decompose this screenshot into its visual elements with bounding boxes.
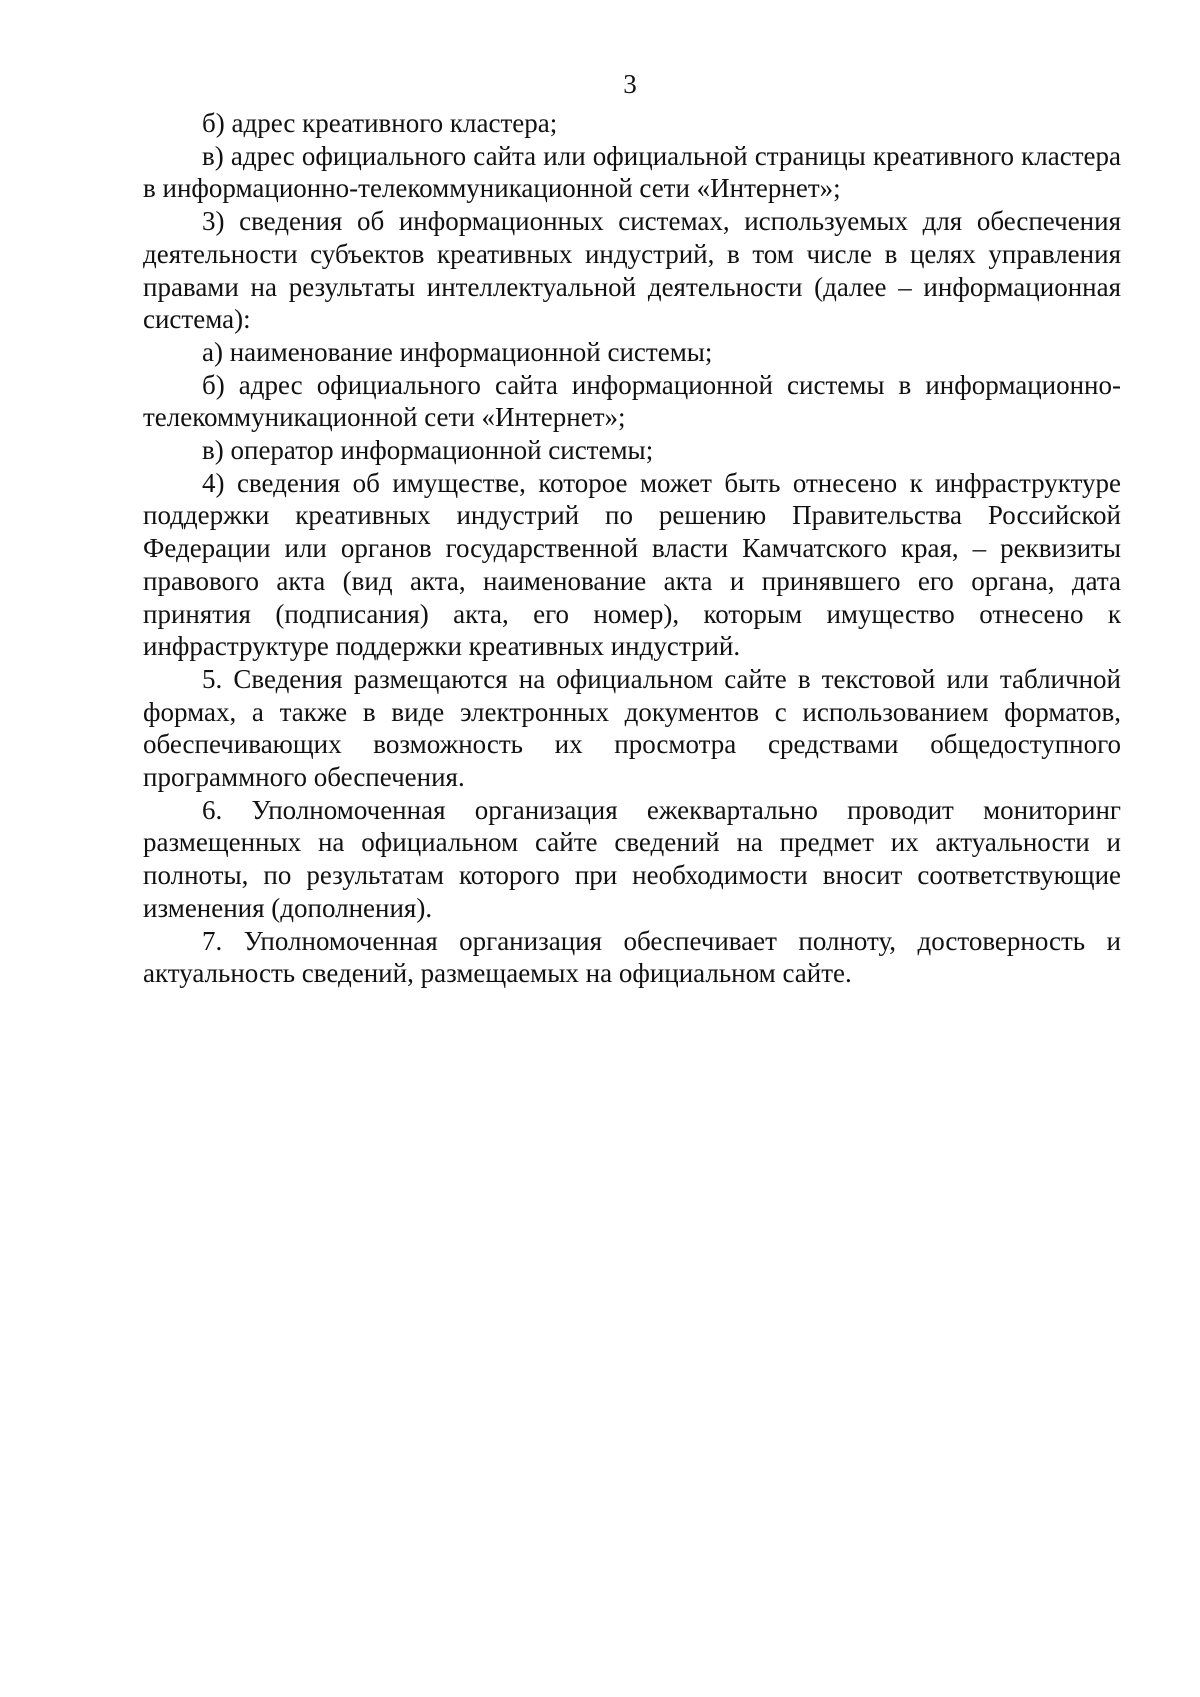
paragraph: а) наименование информационной системы; — [202, 336, 713, 367]
page-number: 3 — [623, 69, 637, 99]
document-body — [143, 107, 1121, 990]
paragraph: б) адрес креативного кластера; — [202, 108, 558, 138]
paragraph: б) адрес официального сайта информационной системы в информационно-телекоммуникационной сети «Интернет»; — [143, 369, 1121, 433]
paragraph: 4) сведения об имуществе, которое может быть отнесено к инфраструктуре поддержки креативных индустрий по решению Правительства Российской Федерации или органов государственной власти Камчатского края, – реквизиты правового акта (вид акта, наименование акта и принявшего его органа, дата принятия (подписания) акта, его номер), которым имущество отнесено к инфраструктуре поддержки креативных индустрий. — [143, 467, 1121, 662]
paragraph: 3) сведения об информационных системах, используемых для обеспечения деятельности субъектов креативных индустрий, в том числе в целях управления правами на результаты интеллектуальной деятельности (далее – информационная система): — [143, 206, 1121, 335]
paragraph: в) адрес официального сайта или официальной страницы креативного кластера в информационно-телекоммуникационной сети «Интернет»; — [143, 140, 1121, 204]
paragraph: 5. Сведения размещаются на официальном сайте в текстовой или табличной формах, а также в виде электронных документов с использованием форматов, обеспечивающих возможность их просмотра средствами общедоступного программного обеспечения. — [143, 663, 1121, 793]
paragraph: 7. Уполномоченная организация обеспечивает полноту, достоверность и актуальность сведений, размещаемых на официальном сайте. — [143, 925, 1121, 989]
paragraph: 6. Уполномоченная организация ежеквартально проводит мониторинг размещенных на официальном сайте сведений на предмет их актуальности и полноты, по результатам которого при необходимости вносит соответствующие изменения (дополнения). — [143, 794, 1121, 923]
paragraph: в) оператор информационной системы; — [202, 435, 654, 466]
